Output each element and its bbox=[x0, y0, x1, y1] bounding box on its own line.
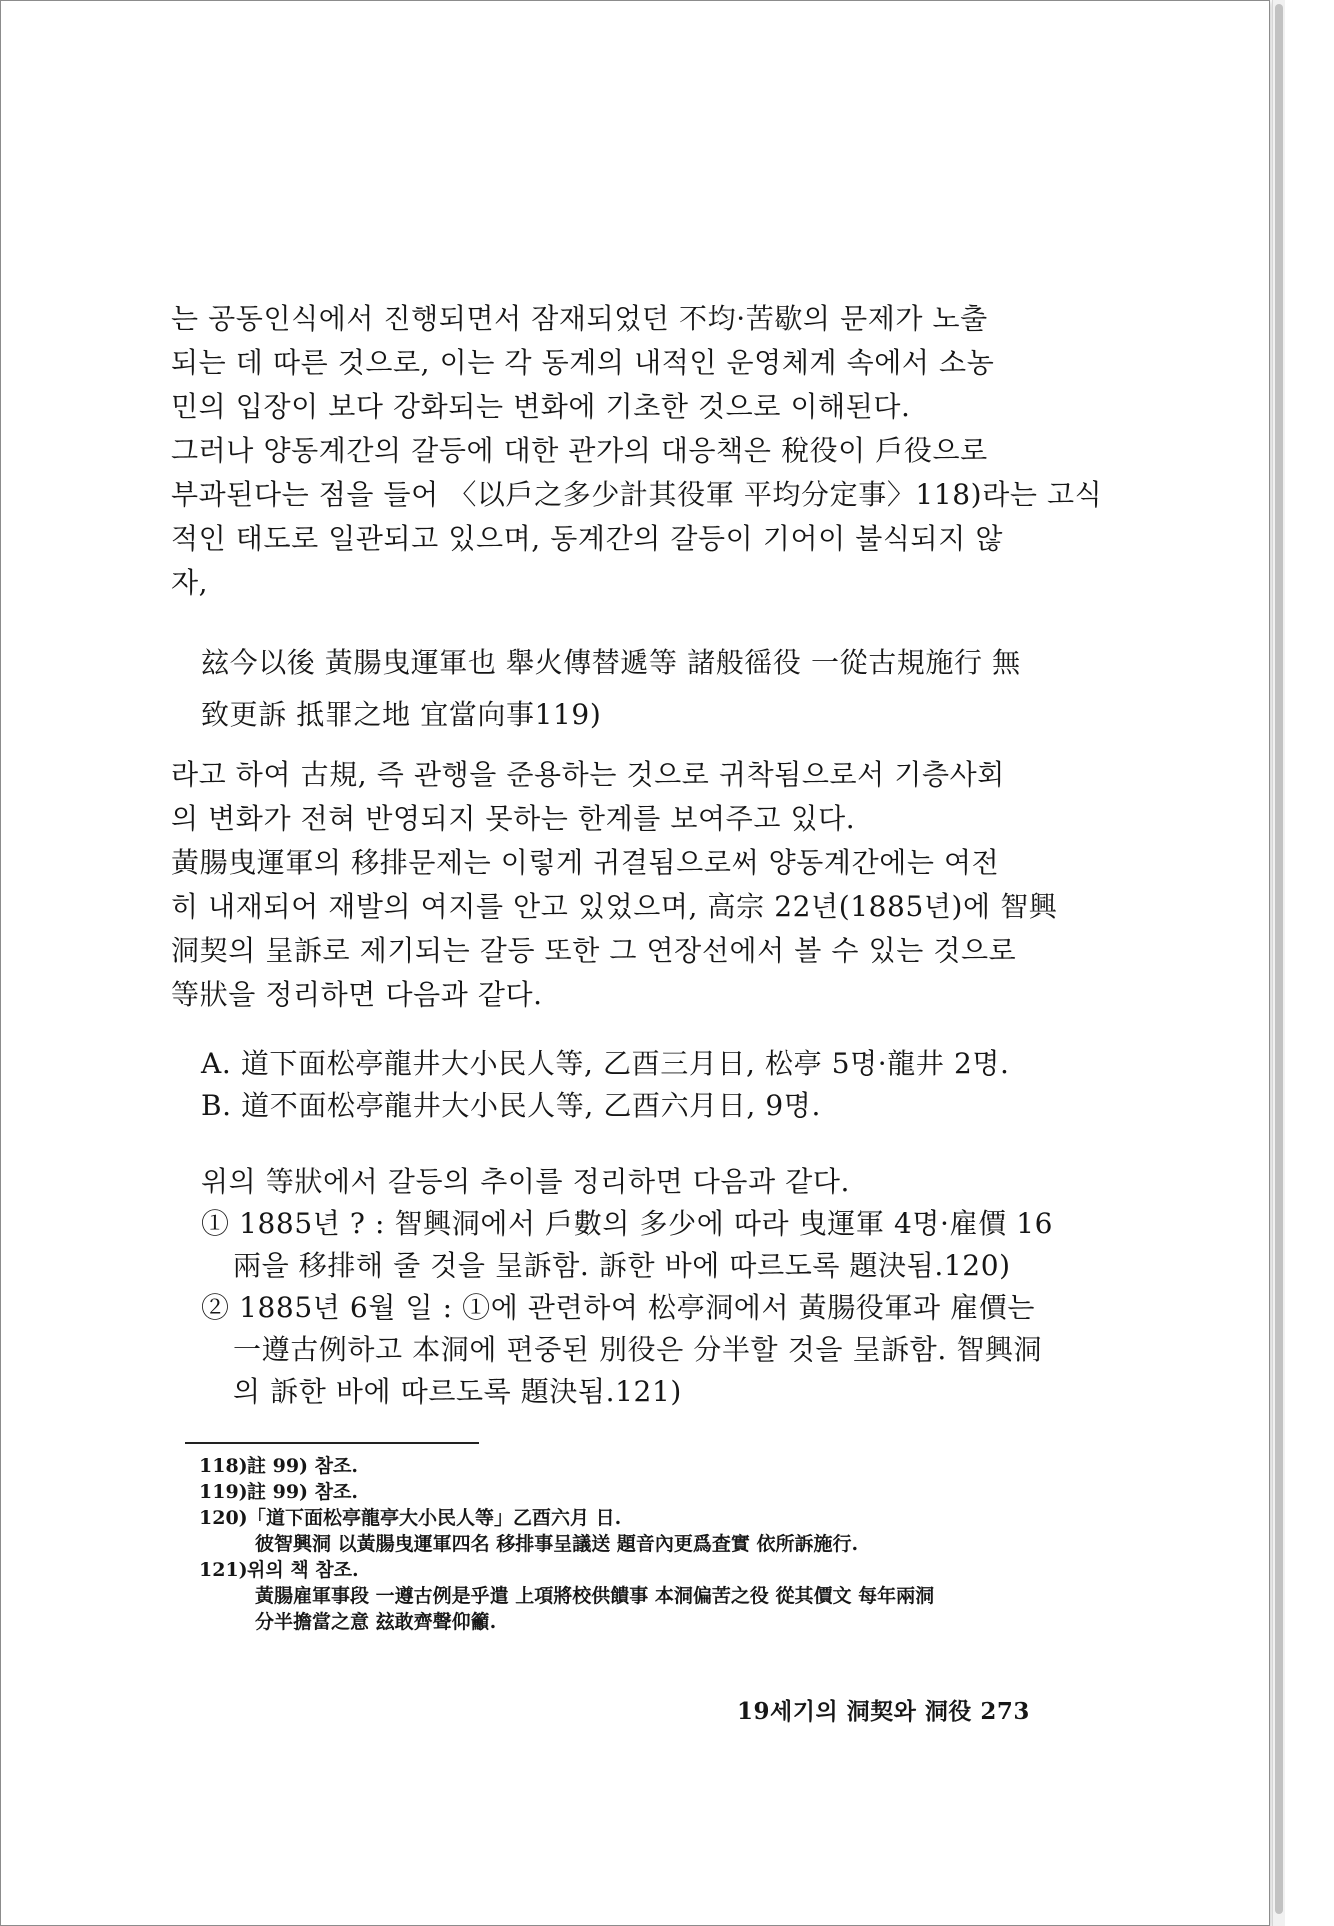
petition-item: A. 道下面松亭龍井大小民人等, 乙酉三月日, 松亭 5명·龍井 2명. bbox=[201, 1047, 1010, 1080]
scrollbar-thumb[interactable] bbox=[1275, 4, 1283, 1914]
vertical-scrollbar[interactable] bbox=[1272, 0, 1285, 1926]
text-line: 黃腸曳運軍의 移排문제는 이렇게 귀결됨으로써 양동계간에는 여전 bbox=[171, 846, 1000, 879]
quote-line: 致更訴 抵罪之地 宜當向事119) bbox=[201, 698, 602, 731]
text-line: 되는 데 따른 것으로, 이는 각 동계의 내적인 운영체계 속에서 소농 bbox=[171, 346, 995, 379]
footnote-continuation: 分半擔當之意 玆敢齊聲仰籲. bbox=[255, 1611, 497, 1633]
text-line: 의 변화가 전혀 반영되지 못하는 한계를 보여주고 있다. bbox=[171, 802, 856, 835]
footnote-number: 118) bbox=[199, 1455, 248, 1477]
text-line: 라고 하여 古規, 즉 관행을 준용하는 것으로 귀착됨으로서 기층사회 bbox=[171, 758, 1005, 791]
page-footer: 19세기의 洞契와 洞役 273 bbox=[737, 1698, 1030, 1725]
footnote-text: 註 99) 참조. bbox=[247, 1455, 358, 1477]
footnotes bbox=[199, 1453, 934, 1635]
footnote-continuation: 彼智興洞 以黃腸曳運軍四名 移排事呈議送 題音內更爲査實 依所訴施行. bbox=[255, 1533, 859, 1555]
summary-item-line: 一遵古例하고 本洞에 편중된 別役은 分半할 것을 呈訴함. 智興洞 bbox=[233, 1333, 1043, 1366]
footnote-number: 120) bbox=[199, 1507, 248, 1529]
text-line: 부과된다는 점을 들어 〈以戶之多少計其役軍 平均分定事〉118)라는 고식 bbox=[171, 478, 1103, 511]
text-line: 는 공동인식에서 진행되면서 잠재되었던 不均·苦歇의 문제가 노출 bbox=[171, 302, 988, 335]
text-line: 민의 입장이 보다 강화되는 변화에 기초한 것으로 이해된다. bbox=[171, 390, 911, 423]
text-line: 洞契의 呈訴로 제기되는 갈등 또한 그 연장선에서 볼 수 있는 것으로 bbox=[171, 934, 1017, 967]
footnote-separator bbox=[185, 1442, 479, 1444]
summary-intro: 위의 等狀에서 갈등의 추이를 정리하면 다음과 같다. bbox=[201, 1165, 851, 1198]
footnote bbox=[199, 1479, 934, 1505]
footnote-text: 註 99) 참조. bbox=[247, 1481, 358, 1503]
footnote-number: 119) bbox=[199, 1481, 248, 1503]
footnote-number: 121) bbox=[199, 1559, 248, 1581]
summary-item-first-line: ① 1885년 ? : 智興洞에서 戶數의 多少에 따라 曳運軍 4명·雇價 16 bbox=[201, 1207, 1054, 1240]
text-line: 그러나 양동계간의 갈등에 대한 관가의 대응책은 稅役이 戶役으로 bbox=[171, 434, 988, 467]
footnote-text: 위의 책 참조. bbox=[247, 1559, 359, 1581]
text-line: 히 내재되어 재발의 여지를 안고 있었으며, 高宗 22년(1885년)에 智興 bbox=[171, 890, 1058, 923]
footnote bbox=[199, 1453, 934, 1479]
text-line: 자, bbox=[171, 566, 209, 599]
petition-item: B. 道不面松亭龍井大小民人等, 乙酉六月日, 9명. bbox=[201, 1089, 821, 1122]
conflict-summary bbox=[201, 1161, 1053, 1413]
block-quote bbox=[201, 637, 1021, 741]
summary-item-first-line: ② 1885년 6월 일 : ①에 관련하여 松亭洞에서 黃腸役軍과 雇價는 bbox=[201, 1291, 1035, 1324]
summary-item-line: 兩을 移排해 줄 것을 呈訴함. 訴한 바에 따르도록 題決됨.120) bbox=[233, 1249, 1011, 1282]
footnote bbox=[199, 1505, 934, 1531]
footnote-continuation: 黃腸雇軍事段 一遵古例是乎遣 上項將校供饋事 本洞偏苦之役 從其價文 每年兩洞 bbox=[255, 1585, 935, 1607]
petition-list bbox=[201, 1043, 1010, 1127]
summary-item-line: 의 訴한 바에 따르도록 題決됨.121) bbox=[233, 1375, 682, 1408]
footnote bbox=[199, 1557, 934, 1583]
text-line: 적인 태도로 일관되고 있으며, 동계간의 갈등이 기어이 불식되지 않 bbox=[171, 522, 1004, 555]
text-line: 等狀을 정리하면 다음과 같다. bbox=[171, 978, 543, 1011]
paragraph-continued bbox=[171, 753, 1071, 1017]
paragraph-main bbox=[171, 297, 1103, 605]
footnote-text: 「道下面松亭龍亭大小民人等」乙酉六月 日. bbox=[247, 1507, 622, 1529]
quote-line: 玆今以後 黃腸曳運軍也 舉火傳替遞等 諸般徭役 一從古規施行 無 bbox=[201, 646, 1021, 679]
